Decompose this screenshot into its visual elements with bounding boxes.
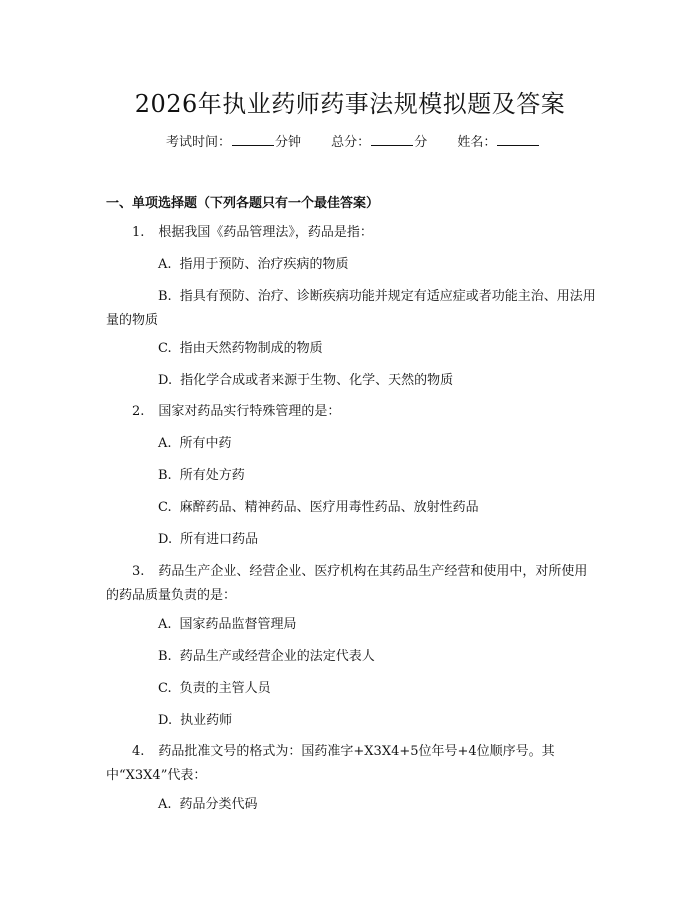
exam-time-blank (232, 134, 274, 146)
option-1c (106, 337, 596, 361)
question-text: 药品生产企业、经营企业、医疗机构在其药品生产经营和使用中，对所使用的药品质量负责的是： (106, 564, 588, 603)
option-3c (106, 677, 596, 701)
option-text: 指化学合成或者来源于生物、化学、天然的物质 (180, 373, 454, 388)
option-3d (106, 709, 596, 733)
question-text: 国家对药品实行特殊管理的是： (158, 404, 341, 419)
option-3b (106, 645, 596, 669)
option-4a (106, 793, 596, 817)
name-label: 姓名： (457, 135, 497, 150)
option-text: 麻醉药品、精神药品、医疗用毒性药品、放射性药品 (179, 500, 479, 515)
option-text: 药品生产或经营企业的法定代表人 (179, 649, 375, 664)
option-letter: A. (158, 617, 172, 632)
question-3 (106, 560, 596, 608)
document-title: 2026年执业药师药事法规模拟题及答案 (134, 90, 566, 118)
name-field (457, 135, 540, 150)
option-text: 所有进口药品 (180, 532, 259, 547)
option-2a (106, 432, 596, 456)
exam-time-label: 考试时间： (166, 135, 232, 150)
option-text: 所有中药 (179, 436, 232, 451)
question-number: 1. (132, 225, 145, 240)
question-number: 4. (132, 744, 145, 759)
option-2b (106, 464, 596, 488)
option-letter: B. (158, 649, 172, 664)
option-letter: D. (158, 713, 173, 728)
name-blank (497, 134, 539, 146)
option-2d (106, 528, 596, 552)
exam-time-unit: 分钟 (275, 135, 302, 150)
option-text: 指具有预防、治疗、诊断疾病功能并规定有适应症或者功能主治、用法用量的物质 (106, 289, 596, 328)
option-text: 指用于预防、治疗疾病的物质 (179, 257, 349, 272)
question-text: 药品批准文号的格式为：国药准字+X3X4+5位年号+4位顺序号。其中“X3X4”代表： (106, 744, 555, 783)
option-text: 负责的主管人员 (179, 681, 271, 696)
total-score-field (331, 135, 427, 150)
option-2c (106, 496, 596, 520)
option-text: 指由天然药物制成的物质 (179, 341, 323, 356)
section-heading: 一、单项选择题（下列各题只有一个最佳答案） (106, 196, 380, 211)
option-letter: D. (158, 532, 173, 547)
option-letter: C. (158, 681, 172, 696)
exam-time-field (166, 135, 301, 150)
option-letter: C. (158, 341, 172, 356)
option-3a (106, 613, 596, 637)
option-text: 药品分类代码 (179, 797, 258, 812)
total-score-label: 总分： (331, 135, 371, 150)
option-1d (106, 369, 596, 393)
option-text: 国家药品监督管理局 (179, 617, 297, 632)
option-text: 所有处方药 (179, 468, 245, 483)
option-letter: A. (158, 436, 172, 451)
option-letter: C. (158, 500, 172, 515)
question-number: 3. (132, 564, 145, 579)
option-letter: D. (158, 373, 173, 388)
question-4 (106, 740, 596, 788)
total-score-blank (371, 134, 413, 146)
option-letter: A. (158, 797, 172, 812)
option-1b (106, 285, 596, 333)
question-2 (106, 400, 596, 424)
question-1 (106, 221, 596, 245)
option-1a (106, 253, 596, 277)
question-number: 2. (132, 404, 145, 419)
option-letter: A. (158, 257, 172, 272)
option-letter: B. (158, 289, 172, 304)
question-text: 根据我国《药品管理法》，药品是指： (158, 225, 373, 240)
exam-info-line (166, 131, 566, 150)
option-letter: B. (158, 468, 172, 483)
total-score-unit: 分 (414, 135, 428, 150)
option-text: 执业药师 (180, 713, 233, 728)
